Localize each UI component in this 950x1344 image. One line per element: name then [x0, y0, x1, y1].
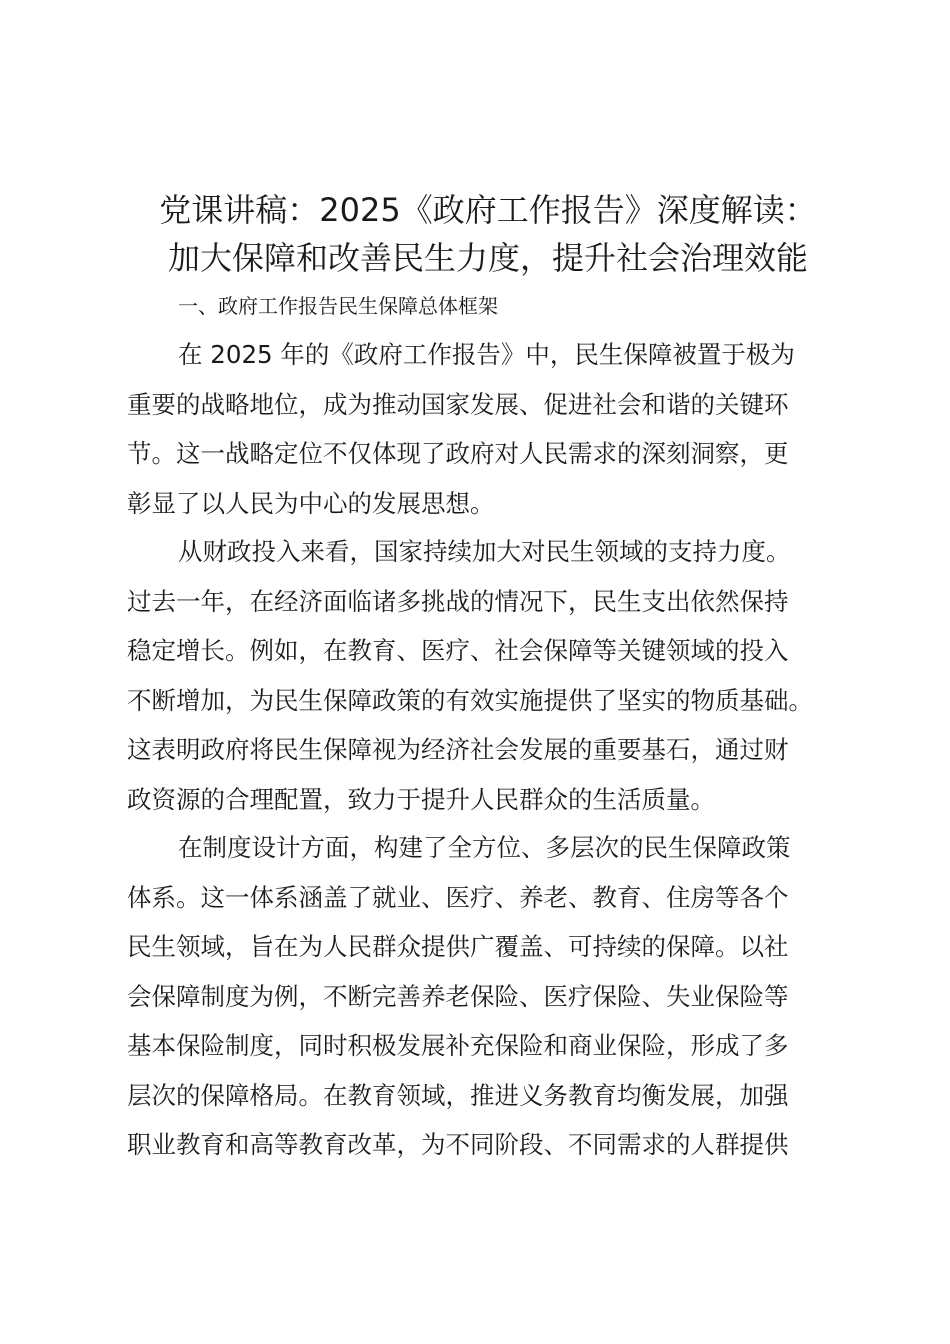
paragraph-line: 过去一年，在经济面临诸多挑战的情况下，民生支出依然保持 [127, 586, 789, 616]
paragraph-line: 体系。这一体系涵盖了就业、医疗、养老、教育、住房等各个 [127, 882, 789, 912]
paragraph-line: 在 2025 年的《政府工作报告》中，民生保障被置于极为 [178, 340, 795, 369]
paragraph-2 [127, 527, 847, 824]
title-line-1: 党课讲稿：2025《政府工作报告》深度解读： [159, 191, 817, 229]
paragraph-line: 重要的战略地位，成为推动国家发展、促进社会和谐的关键环 [127, 389, 789, 419]
paragraph-line: 基本保险制度，同时积极发展补充保险和商业保险，形成了多 [127, 1031, 789, 1060]
paragraph-line: 职业教育和高等教育改革，为不同阶段、不同需求的人群提供 [127, 1130, 789, 1159]
paragraph-line: 稳定增长。例如，在教育、医疗、社会保障等关键领域的投入 [127, 636, 789, 665]
title-line-2: 加大保障和改善民生力度，提升社会治理效能 [167, 239, 808, 277]
paragraph-line: 从财政投入来看，国家持续加大对民生领域的支持力度。 [178, 537, 791, 566]
paragraph-1 [127, 330, 847, 528]
paragraph-line: 政资源的合理配置，致力于提升人民群众的生活质量。 [127, 784, 715, 814]
paragraph-3 [127, 823, 847, 1170]
section-heading: 一、政府工作报告民生保障总体框架 [178, 294, 498, 318]
paragraph-line: 在制度设计方面，构建了全方位、多层次的民生保障政策 [178, 833, 791, 862]
paragraph-line: 彰显了以人民为中心的发展思想。 [127, 488, 495, 518]
paragraph-line: 节。这一战略定位不仅体现了政府对人民需求的深刻洞察，更 [127, 439, 789, 468]
paragraph-line: 层次的保障格局。在教育领域，推进义务教育均衡发展，加强 [127, 1080, 789, 1110]
document-title [128, 186, 848, 282]
paragraph-line: 会保障制度为例，不断完善养老保险、医疗保险、失业保险等 [127, 981, 789, 1011]
paragraph-line: 这表明政府将民生保障视为经济社会发展的重要基石，通过财 [127, 735, 789, 764]
paragraph-line: 民生领域，旨在为人民群众提供广覆盖、可持续的保障。以社 [127, 932, 789, 961]
paragraph-line: 不断增加，为民生保障政策的有效实施提供了坚实的物质基础。 [127, 685, 813, 715]
